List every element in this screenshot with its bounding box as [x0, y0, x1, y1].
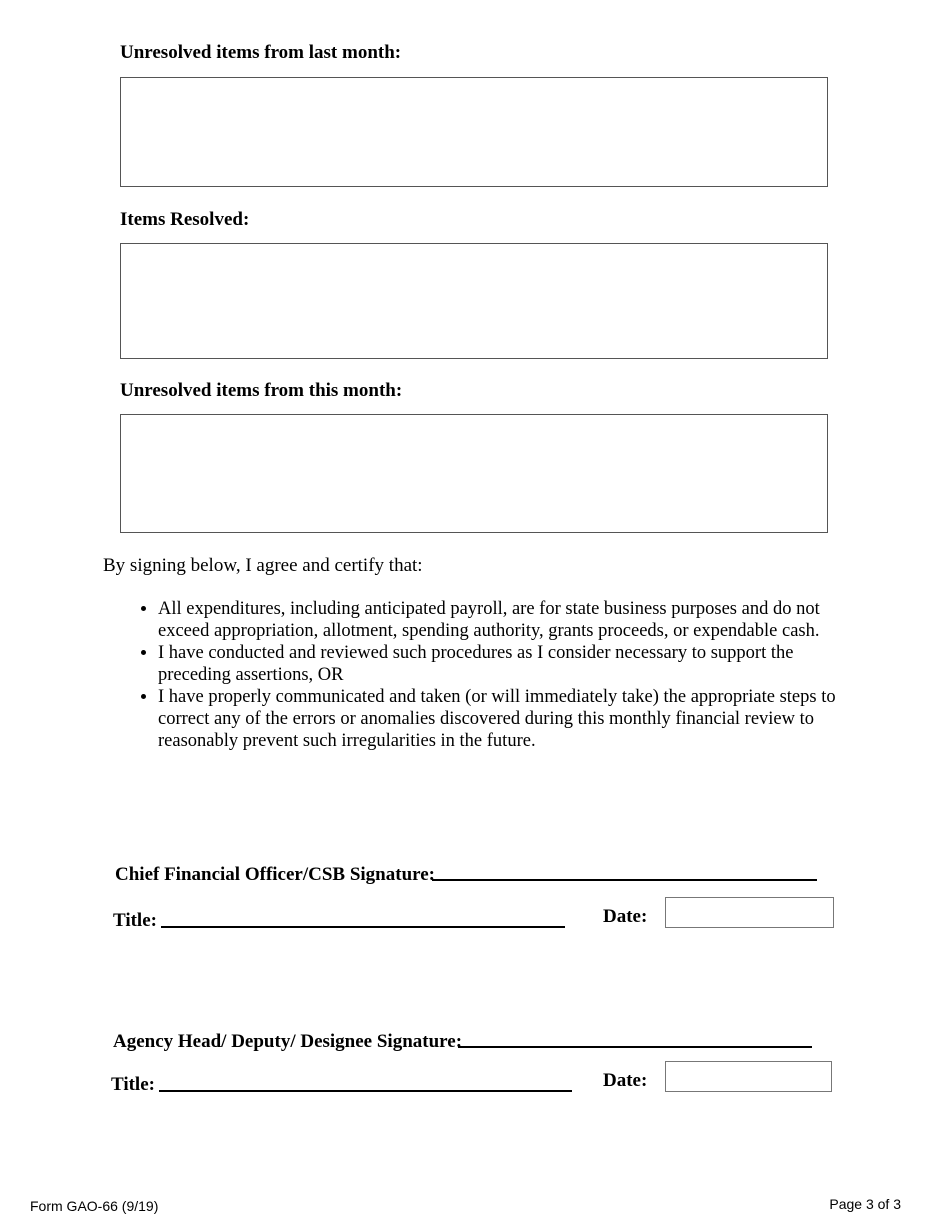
certification-item: • I have properly communicated and taken (or will immediately take) the appropriate steps to correct any of the errors or anomalies discovered during this monthly financial review to reasonably prevent such irregularities in the future. — [158, 686, 863, 752]
cfo-date-label: Date: — [603, 906, 648, 927]
certification-intro: By signing below, I agree and certify that: — [103, 555, 423, 576]
unresolved-this-month-label: Unresolved items from this month: — [120, 380, 403, 401]
form-id: Form GAO-66 (9/19) — [30, 1198, 159, 1214]
certification-list — [103, 598, 863, 752]
certification-item: • All expenditures, including anticipated payroll, are for state business purposes and do not exceed appropriation, allotment, spending authority, grants proceeds, or expendable cash. — [158, 598, 863, 642]
certification-item: • I have conducted and reviewed such procedures as I consider necessary to support the preceding assertions, OR — [158, 642, 863, 686]
items-resolved-label: Items Resolved: — [120, 209, 250, 230]
page-number: Page 3 of 3 — [829, 1196, 901, 1212]
agency-head-signature-line[interactable] — [458, 1046, 812, 1048]
agency-head-date-field[interactable] — [665, 1061, 832, 1092]
agency-head-signature-label: Agency Head/ Deputy/ Designee Signature: — [113, 1031, 463, 1052]
cfo-title-line[interactable] — [161, 926, 565, 928]
unresolved-last-month-field[interactable] — [120, 77, 828, 187]
agency-head-title-label: Title: — [111, 1074, 155, 1095]
cfo-date-field[interactable] — [665, 897, 834, 928]
agency-head-date-label: Date: — [603, 1070, 648, 1091]
cfo-signature-label: Chief Financial Officer/CSB Signature: — [115, 864, 435, 885]
cfo-title-label: Title: — [113, 910, 157, 931]
agency-head-title-line[interactable] — [159, 1090, 572, 1092]
unresolved-this-month-field[interactable] — [120, 414, 828, 533]
cfo-signature-line[interactable] — [432, 879, 817, 881]
items-resolved-field[interactable] — [120, 243, 828, 359]
unresolved-last-month-label: Unresolved items from last month: — [120, 42, 402, 63]
